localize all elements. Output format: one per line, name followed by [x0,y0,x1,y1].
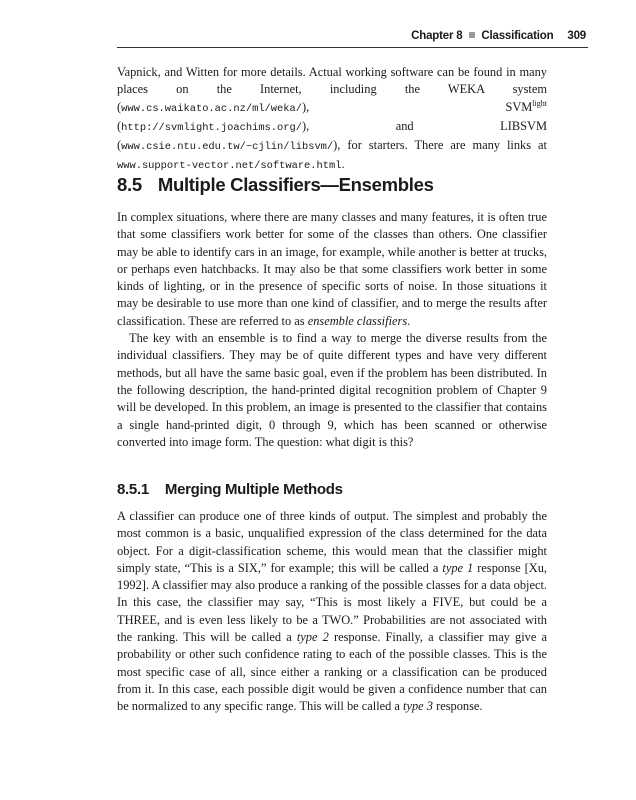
subsection-number: 8.5.1 [117,481,149,498]
subsection-text-b: response [Xu, 1992]. A classifier may also produce a ranking of the possible classes for a data object. In this case, the classifier may say, “This is most likely a FIVE, but could be a THREE, and is even less likely to be a TWO.” Probabilities are not associated with the ranking. This will be called a [117,560,547,645]
chapter-title: Classification [481,30,554,42]
subsection-paragraph [117,508,547,716]
type1-term: type 1 [442,560,474,575]
section-p1-text: In complex situations, where there are many classes and many features, it is often true that some classifiers work better for some of the classes than others. One classifier may be able to identify cars in an image, for example, while another is better at trucks, or perhaps even hatchbacks. It may also be that some classifiers work better in some kinds of lighting, or in the presence of specific sorts of noise. In those situations it may be desirable to use more than one kind of classifier, and to merge the results after classification. These are referred to as [117,210,547,328]
intro-text-3: ( [117,118,122,133]
ensemble-classifiers-term: ensemble classifiers [307,313,408,328]
subsection-heading [117,481,343,498]
weka-url: www.cs.waikato.ac.nz/ml/weka/ [121,102,302,115]
chapter-label: Chapter 8 [411,30,463,42]
section-p1-end: . [407,313,411,328]
intro-paragraph-block [117,64,547,176]
subsection-body [117,508,547,716]
svmlight-url: http://svmlight.joachims.org/ [121,121,302,134]
subsection-text-d: response. [432,699,483,714]
section-body [117,209,547,451]
support-vector-url: www.support-vector.net/software.html [117,160,342,173]
intro-text-2: ), SVM [301,99,533,114]
libsvm-url: www.csie.ntu.edu.tw/~cjlin/libsvm/ [121,141,334,154]
type3-term: type 3 [403,699,433,714]
intro-text-4: ), and LIBSVM ( [117,118,547,153]
section-heading [117,174,434,196]
section-paragraph-1 [117,209,547,330]
page-number: 309 [567,30,586,42]
separator-square-icon [469,32,475,38]
subsection-title: Merging Multiple Methods [164,481,343,498]
subsection-text-c: response. Finally, a classifier may give a probability or other such confidence rating to each of the possible classes. This is the most specific case of all, since either a ranking or a classification can be produced from it. In this case, each possible digit would be given a confidence number that can be normalized to any specific range. This will be called a [117,630,547,714]
section-title: Multiple Classifiers—Ensembles [157,174,434,195]
type2-term: type 2 [296,630,329,645]
intro-text-5: ), for starters. There are many links at [333,138,547,153]
running-head [411,30,586,42]
intro-text-1: Vapnick, and Witten for more details. Actual working software can be found in many places on the Internet, including the WEKA system ( [117,65,547,114]
intro-text-6: . [341,157,345,172]
section-paragraph-2: The key with an ensemble is to find a way to merge the diverse results from the individual classifiers. They may be of quite different types and have very different methods, but all have the same basic goal, even if the problem has been distributed. In the following description, the hand-printed digital recognition problem of Chapter 9 will be developed. In this problem, an image is presented to the classifier that contains a single hand-printed digit, 0 through 9, which has been scanned or otherwise converted into image form. The question: what digit is this? [117,331,547,449]
section-number: 8.5 [117,174,142,195]
subsection-text-a: A classifier can produce one of three kinds of output. The simplest and probably the most common is a basic, unqualified expression of the class determined for the data object. For a digit-classification scheme, this would mean that the classifier might simply state, “This is a SIX,” for example; this will be called a [117,509,547,575]
header-rule [117,47,588,48]
intro-paragraph [117,64,547,176]
svm-superscript: light [532,98,547,108]
